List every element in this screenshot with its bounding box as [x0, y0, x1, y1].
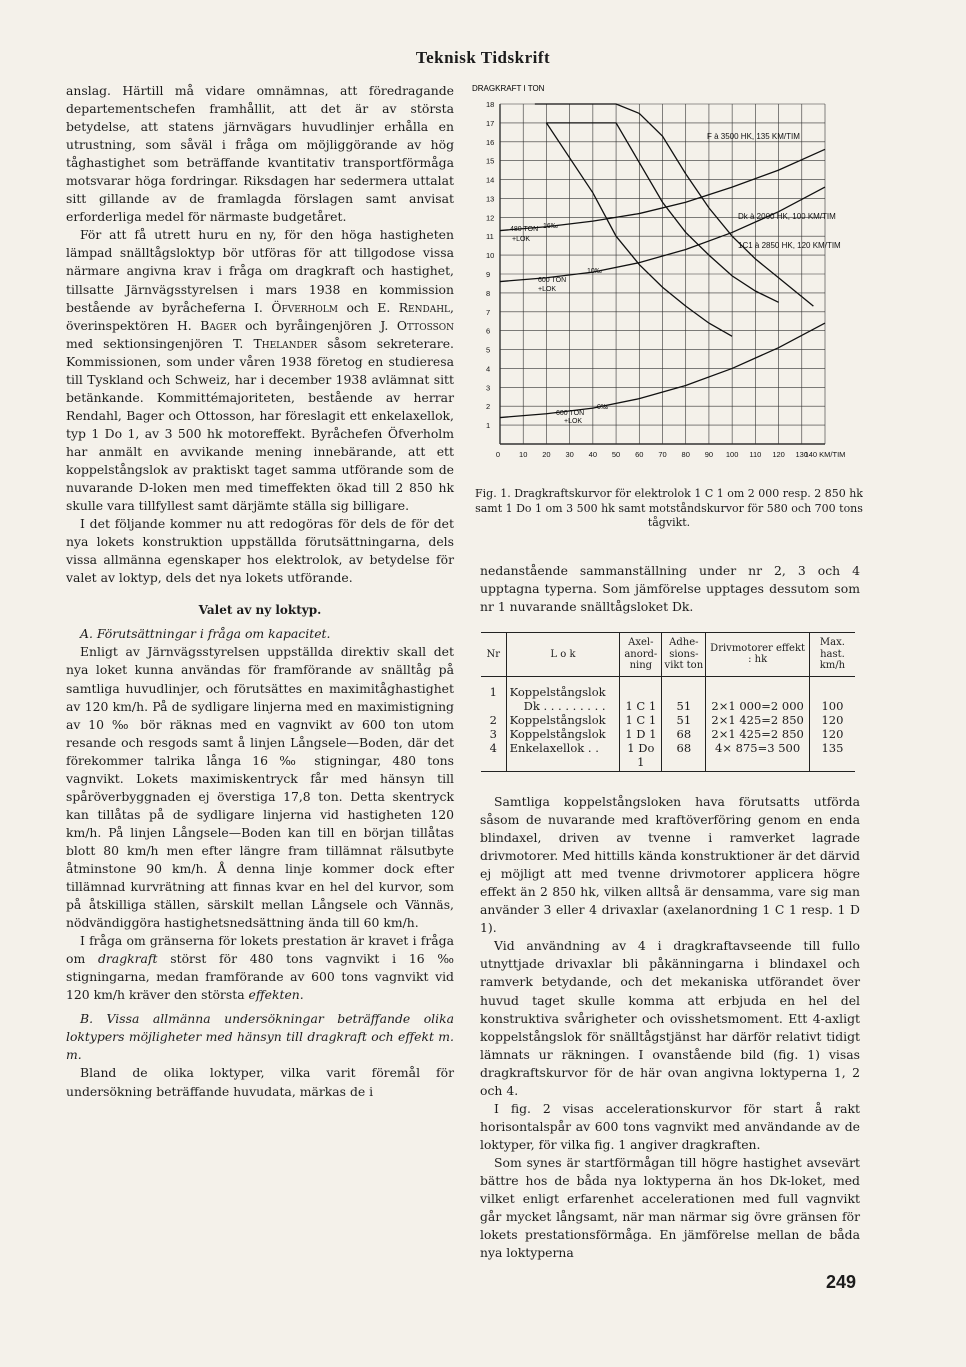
chart-ylabel: DRAGKRAFT I TON — [472, 84, 545, 93]
x-tick-label: 100 — [725, 450, 739, 459]
section-title: Valet av ny loktyp. — [198, 603, 322, 618]
y-tick-label: 3 — [486, 383, 491, 393]
paragraph: I fig. 2 visas accelerationskurvor för start å rakt horisontalspår av 600 tons vagnvikt med användande av de loktyper, för vilka fig. 1 angiver dragkraften. — [480, 1100, 860, 1152]
lok-name: Koppelstångslok — [509, 726, 606, 741]
subsection-title: A. Förutsättningar i fråga om kapacitet. — [80, 626, 331, 642]
table-row — [481, 713, 855, 727]
table-header: L o k — [506, 633, 620, 677]
journal-header: Teknisk Tidskrift — [415, 48, 551, 67]
label-600-grade: 10‰ — [587, 268, 602, 275]
table-cell — [506, 676, 620, 713]
paragraph: Enligt av Järnvägsstyrelsen uppställda direktiv skall det nya loket kunna användas för framförande av snälltåg på samtliga huvudlinjer, och förutsättes en maximitåghastighet av 120 km/h. På de sydligare linjerna med en maximistigning av 10 ‰ bör räknas med en vagnvikt av 600 ton utom resande och resgods samt å linjen Långsele—Boden, där det förekommer talrika långa 16 ‰ stigningar, 480 tons vagnvikt. Lokets maximiskentryck får med hänsyn till spåröverbyggnaden ej överstiga 17,8 ton. Detta skentryck kan tillåtas på de sydligare linjerna vid hastigheten 120 km/h. På linjen Långsele—Boden kan till en början tillåtas blott 80 km/h men efter längre fram tillämnat rälsutbyte åtminstone 90 km/h. Å denna linje kommer dock efter tillämnad kurvrätning att finnas kvar en hel del kurvor, som på åtskilliga ställen, särskilt mellan Långsele och Vännäs, nödvändiggöra hastighetsnedsättning ända till 60 km/h. — [66, 644, 454, 931]
paragraph: Samtliga koppelstångsloken hava förutsatts utförda såsom de nuvarande med kraftöverföring genom en enda blindaxel, driven av tvenne i ramverket lagrade drivmotorer. Med hittills kända konstruktioner är det därvid ej möjligt att med tvenne drivmotorer applicera högre effekt än 2 850 hk, vilken alltså är densamma, vare sig man använder 3 eller 4 drivaxlar (axelanordning 1 C 1 resp. 1 D 1). — [480, 794, 860, 936]
table-cell: 68 — [662, 727, 706, 741]
table-cell: 120 — [809, 727, 855, 741]
table-header: Axel-anord-ning — [620, 633, 662, 677]
x-tick-label: 60 — [635, 450, 644, 459]
y-tick-label: 12 — [486, 213, 495, 223]
table-cell: 1 C 1 — [620, 713, 662, 727]
table-cell: 4 — [481, 741, 506, 772]
y-tick-label: 17 — [486, 118, 495, 128]
table-header: Nr — [481, 633, 506, 677]
paragraph: Vid användning av 4 i dragkraftavseende till fullo utnyttjade drivaxlar bli påkänningarna i blindaxel och ramverk betydande, och det mekaniska utförandet över huvud taget skulle komma att erbjuda en hel del konstruktiva svårigheter och ovisshetsmoment. Ett 4-axligt koppelstångslok för snälltågstjänst har därför relativt tidigt lämnats ur räkningen. I ovanstående bild (fig. 1) visas dragkraftskurvor för de här ovan angivna loktyperna 1, 2 och 4. — [480, 938, 860, 1098]
locomotive-table — [481, 632, 855, 772]
table-cell: 120 — [809, 713, 855, 727]
table-header: Drivmotorer effekt : hk — [706, 633, 809, 677]
label-curve-dk: Dk à 2000 HK, 100 KM/TIM — [738, 212, 836, 221]
y-tick-label: 15 — [486, 156, 495, 166]
table-cell: 100 — [809, 676, 855, 713]
y-tick-label: 1 — [486, 421, 491, 431]
x-tick-label: 30 — [565, 450, 574, 459]
y-tick-label: 13 — [486, 194, 495, 204]
y-tick-label: 18 — [486, 100, 495, 109]
y-tick-label: 8 — [486, 288, 491, 298]
figure-caption: Fig. 1. Dragkraftskurvor för elektrolok 1 C 1 om 2 000 resp. 2 850 hk samt 1 Do 1 om 3 500 hk samt motståndskurvor för 580 och 700 tons tågvikt. — [475, 487, 863, 529]
table-cell: 51 — [662, 713, 706, 727]
label-600z-grade: 0‰ — [597, 404, 608, 411]
table-header: Adhe-sions-vikt ton — [662, 633, 706, 677]
y-tick-label: 11 — [486, 232, 494, 242]
table-cell: 1 C 1 — [620, 676, 662, 713]
table-cell: 51 — [662, 676, 706, 713]
label-600-ton: 600 TON — [538, 277, 567, 284]
y-tick-label: 6 — [486, 326, 491, 336]
label-480-grade: 16‰ — [543, 223, 558, 230]
table-cell: 135 — [809, 741, 855, 772]
table-cell: 3 — [489, 726, 497, 741]
x-tick-label: 10 — [519, 450, 528, 459]
x-tick-label: 130 — [795, 450, 809, 459]
table-cell: 68 — [662, 741, 706, 772]
y-tick-label: 5 — [486, 345, 491, 355]
label-curve-f: F à 3500 HK, 135 KM/TIM — [707, 132, 800, 141]
table-cell: 2×1 425=2 850 — [706, 713, 809, 727]
table-cell: 2×1 425=2 850 — [706, 727, 809, 741]
y-tick-label: 10 — [486, 251, 495, 261]
lok-name: Enkelaxellok . . — [509, 740, 599, 755]
y-tick-label: 14 — [486, 175, 495, 185]
label-480-ton: 480 TON — [510, 226, 539, 233]
x-tick-label: 80 — [681, 450, 690, 459]
table-row — [481, 676, 855, 713]
x-tick-label: 120 — [772, 450, 785, 459]
paragraph: nedanstående sammanställning under nr 2, 3 och 4 upptagna typerna. Som jämförelse upptages dessutom som nr 1 nuvarande snälltågsloket Dk. — [480, 563, 860, 615]
y-tick-label: 7 — [486, 307, 491, 317]
tractive-force-chart — [470, 82, 870, 482]
lok-name: Koppelstångslok — [509, 712, 606, 727]
paragraph: I fråga om gränserna för lokets prestation är kravet i fråga om dragkraft störst för 480 tons vagnvikt i 16 ‰ stigningarna, medan framförande av 600 tons vagnvikt vid 120 km/h kräver den största effekten. — [66, 933, 454, 1003]
lok-name: Koppelstångslok — [509, 684, 606, 699]
label-600-lok: +LOK — [538, 286, 557, 293]
page-number: 249 — [826, 1272, 857, 1292]
left-column — [66, 82, 454, 1101]
table-cell: 4× 875=3 500 — [706, 741, 809, 772]
subsection-title: B. Vissa allmänna undersökningar beträffande olika loktypers möjligheter med hänsyn till dragkraft och effekt m. m. — [66, 1011, 454, 1063]
label-480-lok: +LOK — [512, 236, 531, 243]
paragraph: Bland de olika loktyper, vilka varit föremål för undersökning beträffande huvudata, märkas de i — [66, 1065, 454, 1099]
table-cell: 1 D 1 — [620, 727, 662, 741]
table-row — [481, 727, 855, 741]
y-tick-label: 16 — [486, 137, 495, 147]
table-cell: 2×1 000=2 000 — [706, 676, 809, 713]
table-cell: 1 Do 1 — [620, 741, 662, 772]
table-cell: 2 — [489, 712, 497, 727]
right-column-top — [480, 562, 860, 616]
label-600z-ton: 600 TON — [556, 410, 585, 417]
paragraph: Som synes är startförmågan till högre hastighet avsevärt bättre hos de båda nya loktyperna än hos Dk-loket, med vilket enligt erfarenhet accelerationen med full vagnvikt går mycket långsamt, när man närmar sig övre gränsen för lokets prestationsförmåga. En jämförelse mellan de båda nya loktyperna — [480, 1154, 860, 1261]
table-cell — [506, 713, 620, 727]
right-column-bottom — [480, 793, 860, 1262]
x-tick-label: 20 — [542, 450, 551, 459]
y-tick-label: 2 — [486, 402, 491, 412]
paragraph: För att få utrett huru en ny, för den höga hastigheten lämpad snälltågsloktyp bör utföras för att tillgodose vissa närmare angivna krav i fråga om dragkraft och hastighet, tillsatte Järnvägsstyrelsen i mars 1938 en kommission bestående av byråcheferna I. Öfverholm och E. Rendahl, överinspektören H. Bager och byråingenjören J. Ottosson med sektionsingenjören T. Thelander såsom sekreterare. Kommissionen, som under våren 1938 företog en studieresa till Tyskland och Schweiz, har i december 1938 avlämnat sitt betänkande. Kommittémajoriteten, bestående av herrar Rendahl, Bager och Ottosson, har föreslagit ett enkelaxellok, typ 1 Do 1, av 3 500 hk motoreffekt. Byråchefen Öfverholm har anmält en avvikande mening innebärande, att ett koppelstångslok av praktiskt taget samma utförande som de nuvarande D-loken men med timeffekten ökad till 2 850 hk skulle vara tillfyllest samt därjämte ställa sig billigare. — [66, 227, 454, 514]
label-curve-1c1: 1C1 à 2850 HK, 120 KM/TIM — [738, 241, 841, 250]
x-tick-label: 140 KM/TIM — [804, 450, 846, 459]
lok-name-cont: Dk . . . . . . . . . — [523, 698, 606, 713]
table-cell — [506, 727, 620, 741]
x-tick-label: 40 — [588, 450, 598, 459]
table-row — [481, 741, 855, 772]
label-600z-lok: +LOK — [564, 418, 583, 425]
x-tick-label: 0 — [495, 450, 500, 459]
x-tick-label: 70 — [658, 450, 667, 459]
x-tick-label: 110 — [749, 450, 762, 459]
table-header: Max. hast. km/h — [809, 633, 855, 677]
paragraph: anslag. Härtill må vidare omnämnas, att föredragande departementschefen framhållit, att det är av största betydelse, att statens järnvägars huvudlinjer erhålla en utrustning, som såväl i fråga om möjliggörande av hög tåghastighet som beträffande kvantitativ transportförmåga motsvarar höga fordringar. Riksdagen har sedermera uttalat sitt gillande av de framlagda förslagen samt anvisat erforderliga medel för närmaste budgetåret. — [66, 83, 454, 225]
x-tick-label: 50 — [611, 450, 621, 459]
table-cell: 1 — [489, 684, 497, 699]
table-cell — [506, 741, 620, 772]
paragraph: I det följande kommer nu att redogöras för dels de för det nya lokets konstruktion uppställda förutsättningarna, dels vissa allmänna egenskaper hos elektrolok, av betydelse för valet av loktyp, dels det nya lokets utförande. — [66, 516, 454, 586]
y-tick-label: 4 — [486, 364, 491, 374]
x-tick-label: 90 — [704, 450, 714, 459]
y-tick-label: 9 — [486, 270, 491, 279]
